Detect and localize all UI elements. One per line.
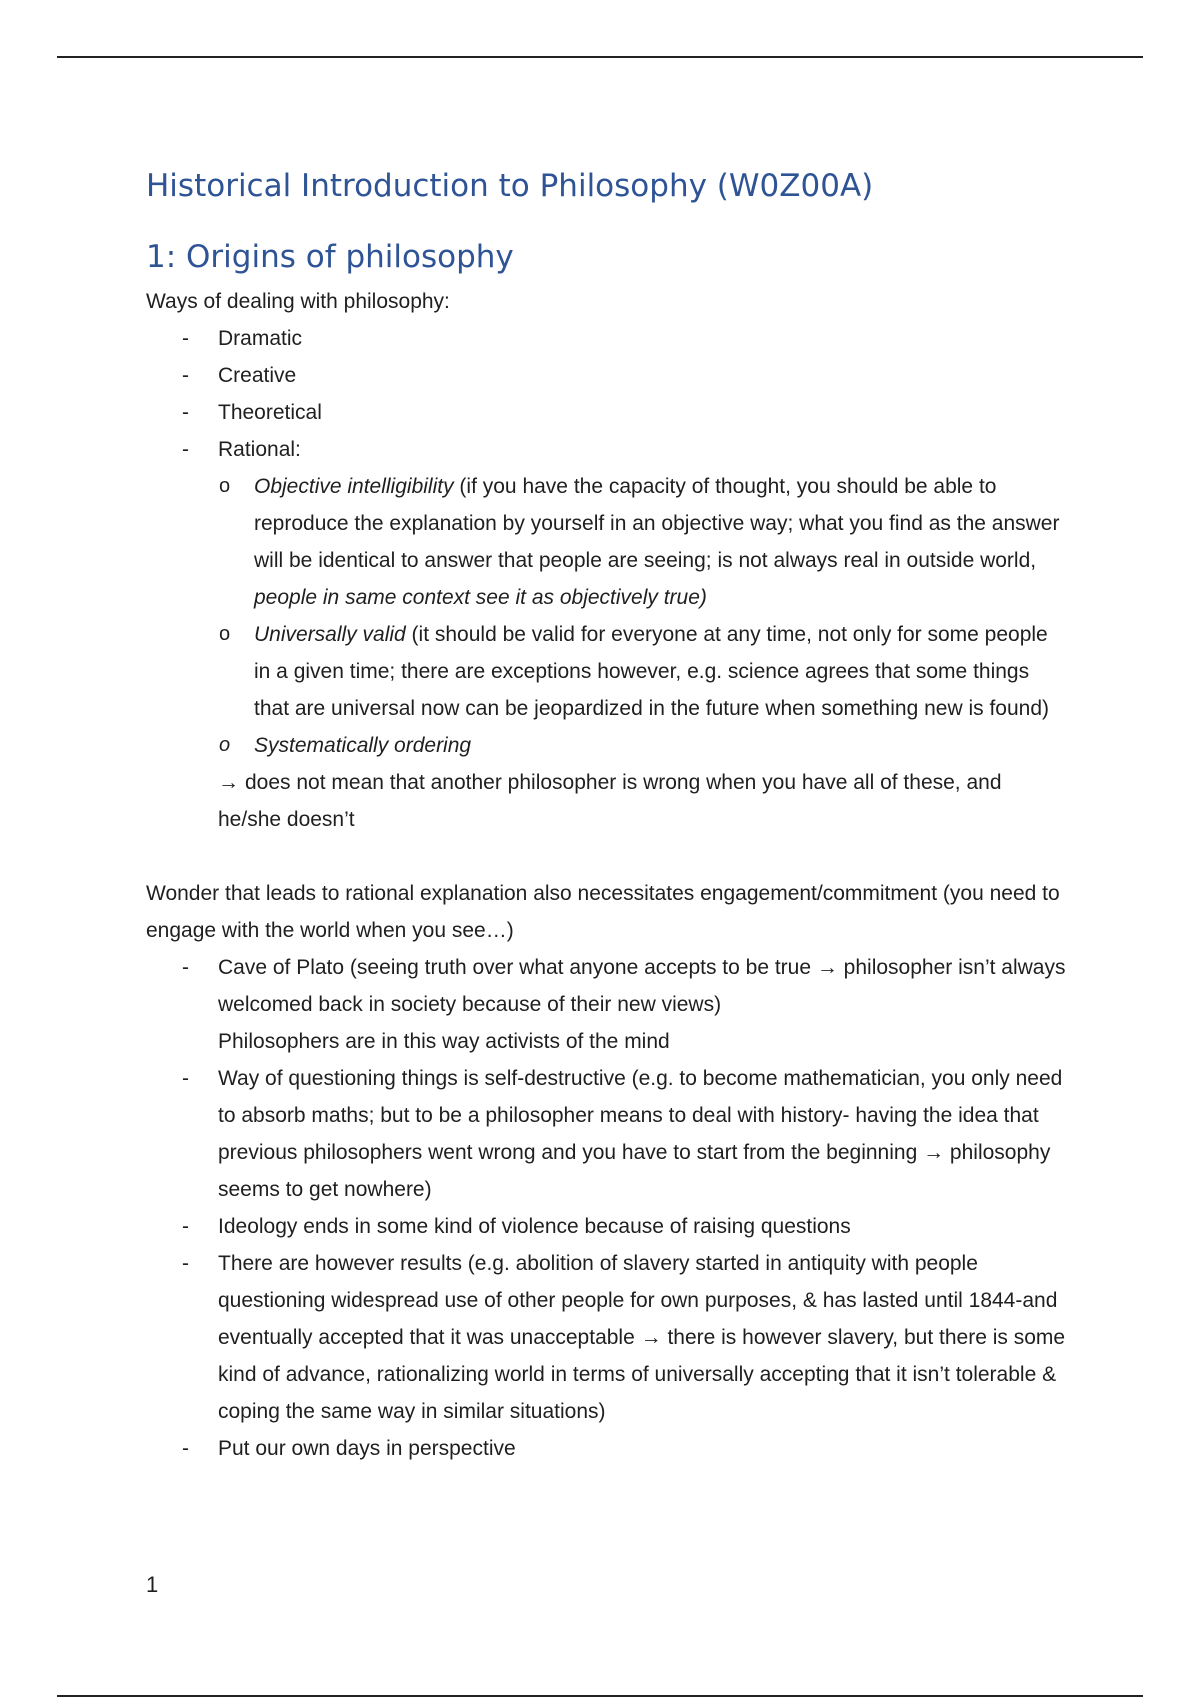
points-list [146, 949, 1066, 1467]
dash-bullet: - [182, 1215, 189, 1238]
cave-followup-text: Philosophers are in this way activists of the mind [218, 1030, 670, 1053]
wonder-paragraph: Wonder that leads to rational explanation also necessitates engagement/commitment (you need to engage with the world when you see…) [146, 882, 1060, 942]
dash-bullet: - [182, 327, 189, 350]
sublist-term: Universally valid [254, 623, 406, 646]
dash-bullet: - [182, 438, 189, 461]
circle-bullet: o [219, 734, 231, 756]
ways-list [146, 320, 1066, 838]
list-item-text: Way of questioning things is self-destructive (e.g. to become mathematician, you only need to absorb maths; but to be a philosopher means to deal with history- having the idea that previous philosophers went wrong and you have to start from the beginning → philosophy seems to get nowhere) [218, 1067, 1063, 1201]
rational-sublist [218, 468, 1066, 764]
sublist-item [218, 468, 1066, 616]
sublist-text: (it should be valid for everyone at any time, not only for some people in a given time; there are exceptions however, e.g. science agrees that some things that are universal now can be jeopardized in the future when something new is found) [254, 623, 1049, 720]
rational-note [218, 764, 1066, 838]
sublist-term: Systematically ordering [254, 734, 472, 757]
sublist-term: Objective intelligibility [254, 475, 454, 498]
sublist-text: (if you have the capacity of thought, you should be able to reproduce the explanation by yourself in an objective way; what you find as the answer will be identical to answer that people are seeing; is not always real in outside world, [254, 475, 1060, 572]
list-item-text: Creative [218, 364, 297, 387]
sublist-item [218, 616, 1066, 727]
list-item [146, 1208, 1066, 1245]
section-heading: 1: Origins of philosophy [146, 239, 514, 275]
dash-bullet: - [182, 1252, 189, 1275]
list-item [146, 1060, 1066, 1208]
list-item-text: Theoretical [218, 401, 322, 424]
list-item [146, 431, 1066, 838]
dash-bullet: - [182, 956, 189, 979]
list-item [146, 1245, 1066, 1430]
sublist-italic-tail: people in same context see it as objectively true) [254, 586, 707, 609]
intro-paragraph: Ways of dealing with philosophy: [146, 290, 450, 313]
list-item [146, 1430, 1066, 1467]
list-item-text: Cave of Plato (seeing truth over what anyone accepts to be true → philosopher isn’t always welcomed back in society because of their new views) [218, 956, 1066, 1016]
dash-bullet: - [182, 1067, 189, 1090]
document-body [146, 160, 1066, 1467]
list-item [146, 320, 1066, 357]
dash-bullet: - [182, 364, 189, 387]
footer-rule [57, 1695, 1143, 1697]
list-item-text: Put our own days in perspective [218, 1437, 516, 1460]
dash-bullet: - [182, 1437, 189, 1460]
list-item [146, 394, 1066, 431]
list-item-text: Dramatic [218, 327, 303, 350]
arrow-icon: → [218, 771, 239, 794]
header-rule [57, 56, 1143, 58]
list-item [146, 357, 1066, 394]
list-item-text: There are however results (e.g. abolition of slavery started in antiquity with people questioning widespread use of other people for own purposes, & has lasted until 1844-and eventually accepted that it was unacceptable → there is however slavery, but there is some kind of advance, rationalizing world in terms of universally accepting that it isn’t tolerable & coping the same way in similar situations) [218, 1252, 1066, 1423]
page-number: 1 [146, 1572, 159, 1597]
circle-bullet: o [219, 623, 231, 645]
dash-bullet: - [182, 401, 189, 424]
sublist-item [218, 727, 1066, 764]
circle-bullet: o [219, 475, 231, 497]
list-item [146, 949, 1066, 1060]
document-title: Historical Introduction to Philosophy (W0Z00A) [146, 168, 874, 204]
note-text: does not mean that another philosopher is wrong when you have all of these, and he/she doesn’t [218, 771, 1002, 831]
list-item-text: Ideology ends in some kind of violence because of raising questions [218, 1215, 851, 1238]
spacer [146, 838, 1066, 875]
list-item-text: Rational: [218, 438, 301, 461]
